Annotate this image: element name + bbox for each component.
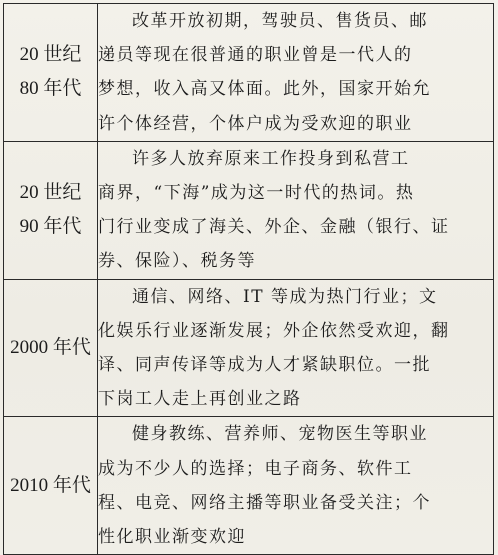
description-line: 下岗工人走上再创业之路 bbox=[98, 389, 302, 410]
description-line: 券、保险）、税务等 bbox=[98, 251, 256, 272]
career-eras-table bbox=[3, 3, 494, 555]
description-line: 程、电竞、网络主播等职业备受关注；个 bbox=[98, 492, 431, 513]
description-line: 门行业变成了海关、外企、金融（银行、证 bbox=[98, 217, 450, 238]
description-cell bbox=[98, 279, 494, 417]
period-label: 80 年代 bbox=[19, 78, 82, 100]
description-line: 成为不少人的选择；电子商务、软件工 bbox=[98, 458, 413, 479]
description-line: 通信、网络、IT 等成为热门行业；文 bbox=[132, 286, 438, 307]
period-label: 2000 年代 bbox=[10, 337, 91, 359]
period-label: 20 世纪 bbox=[19, 182, 82, 204]
period-cell bbox=[4, 417, 98, 555]
description-cell bbox=[98, 141, 494, 279]
description-line: 性化职业渐变欢迎 bbox=[98, 527, 246, 548]
description-line: 译、同声传译等成为人才紧缺职位。一批 bbox=[98, 355, 431, 376]
description-line: 递员等现在很普通的职业曾是一代人的 bbox=[98, 45, 413, 66]
period-cell bbox=[4, 4, 98, 142]
description-line: 健身教练、营养师、宠物医生等职业 bbox=[132, 424, 428, 445]
period-cell bbox=[4, 141, 98, 279]
table-row bbox=[4, 141, 494, 279]
table-row bbox=[4, 4, 494, 142]
description-line: 化娱乐行业逐渐发展；外企依然受欢迎，翻 bbox=[98, 320, 450, 341]
description-line: 商界，“下海”成为这一时代的热词。热 bbox=[98, 183, 415, 204]
description-line: 改革开放初期，驾驶员、售货员、邮 bbox=[132, 11, 428, 31]
description-line: 许多人放弃原来工作投身到私营工 bbox=[132, 148, 410, 169]
description-cell bbox=[98, 4, 494, 142]
description-line: 许个体经营，个体户成为受欢迎的职业 bbox=[98, 113, 413, 134]
description-cell bbox=[98, 417, 494, 555]
period-label: 20 世纪 bbox=[19, 44, 82, 66]
table-row bbox=[4, 279, 494, 417]
description-line: 梦想，收入高又体面。此外，国家开始允 bbox=[98, 79, 431, 100]
period-label: 2010 年代 bbox=[10, 474, 91, 496]
period-cell bbox=[4, 279, 98, 417]
period-label: 90 年代 bbox=[19, 216, 82, 238]
table-row bbox=[4, 417, 494, 555]
